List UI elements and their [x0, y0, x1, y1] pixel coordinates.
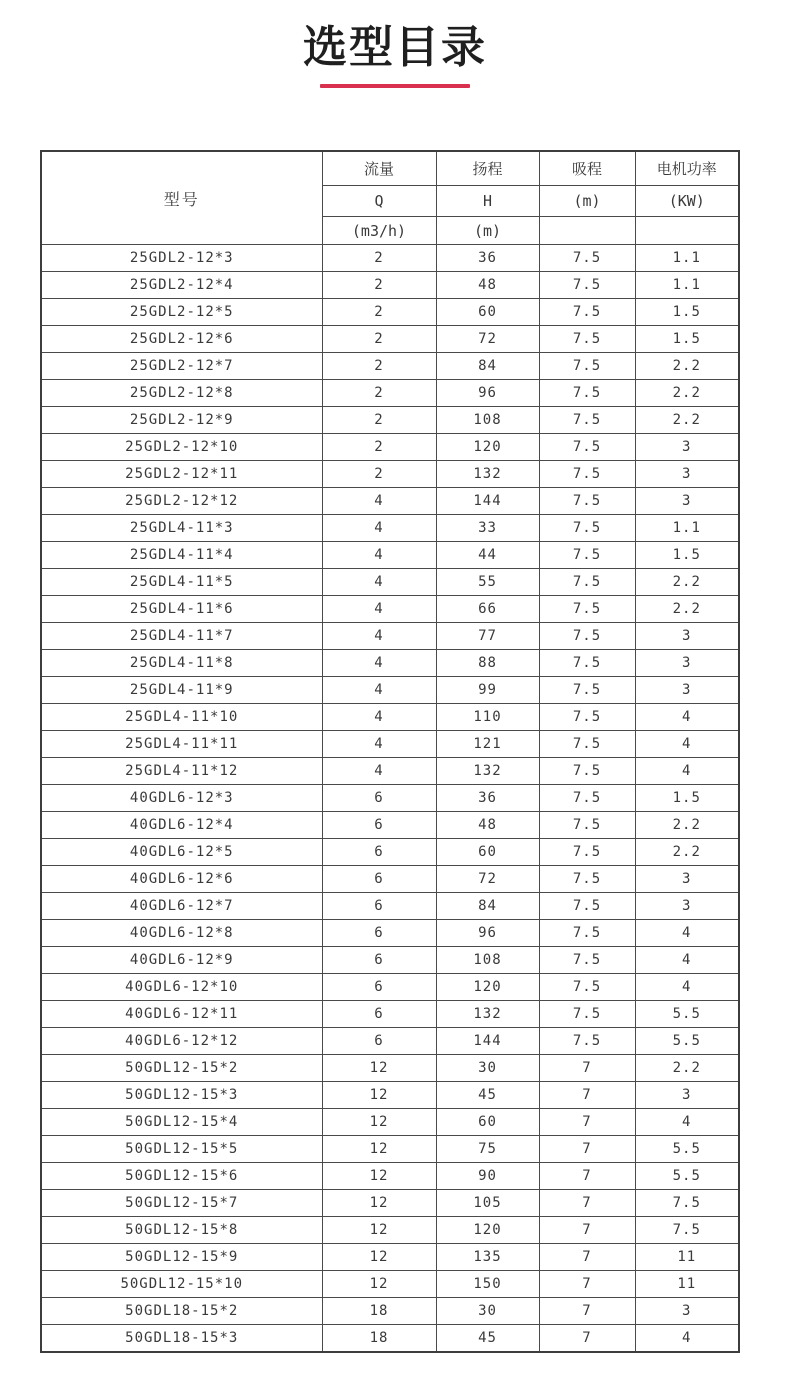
- table-header: [41, 151, 739, 245]
- motor-power-cell: 3: [635, 866, 739, 893]
- table-row: [41, 1028, 739, 1055]
- flow-cell: 6: [322, 785, 436, 812]
- flow-cell: 4: [322, 623, 436, 650]
- suction-cell: 7.5: [539, 299, 635, 326]
- table-row: [41, 704, 739, 731]
- model-cell: 40GDL6-12*7: [41, 893, 322, 920]
- suction-cell: 7.5: [539, 515, 635, 542]
- table-row: [41, 623, 739, 650]
- table-row: [41, 812, 739, 839]
- table-row: [41, 1244, 739, 1271]
- suction-cell: 7: [539, 1055, 635, 1082]
- model-cell: 25GDL2-12*10: [41, 434, 322, 461]
- col-empty-suction: [539, 217, 635, 245]
- motor-power-cell: 2.2: [635, 380, 739, 407]
- motor-power-cell: 3: [635, 623, 739, 650]
- suction-cell: 7.5: [539, 812, 635, 839]
- head-cell: 30: [436, 1298, 539, 1325]
- flow-cell: 4: [322, 596, 436, 623]
- head-cell: 132: [436, 1001, 539, 1028]
- flow-cell: 12: [322, 1109, 436, 1136]
- suction-cell: 7: [539, 1325, 635, 1353]
- suction-cell: 7.5: [539, 542, 635, 569]
- suction-cell: 7.5: [539, 569, 635, 596]
- suction-cell: 7.5: [539, 353, 635, 380]
- motor-power-cell: 2.2: [635, 569, 739, 596]
- head-cell: 77: [436, 623, 539, 650]
- suction-cell: 7.5: [539, 974, 635, 1001]
- model-cell: 50GDL12-15*10: [41, 1271, 322, 1298]
- head-cell: 135: [436, 1244, 539, 1271]
- suction-cell: 7.5: [539, 407, 635, 434]
- flow-cell: 6: [322, 893, 436, 920]
- flow-cell: 18: [322, 1325, 436, 1353]
- head-cell: 36: [436, 245, 539, 272]
- head-cell: 96: [436, 920, 539, 947]
- table-row: [41, 785, 739, 812]
- flow-cell: 6: [322, 920, 436, 947]
- motor-power-cell: 4: [635, 947, 739, 974]
- head-cell: 84: [436, 893, 539, 920]
- suction-cell: 7.5: [539, 272, 635, 299]
- head-cell: 132: [436, 461, 539, 488]
- suction-cell: 7.5: [539, 893, 635, 920]
- suction-cell: 7.5: [539, 839, 635, 866]
- motor-power-cell: 5.5: [635, 1136, 739, 1163]
- flow-cell: 4: [322, 569, 436, 596]
- table-row: [41, 677, 739, 704]
- head-cell: 96: [436, 380, 539, 407]
- suction-cell: 7: [539, 1298, 635, 1325]
- head-cell: 121: [436, 731, 539, 758]
- table-row: [41, 380, 739, 407]
- table-row: [41, 434, 739, 461]
- head-cell: 120: [436, 974, 539, 1001]
- head-cell: 144: [436, 1028, 539, 1055]
- table-row: [41, 1082, 739, 1109]
- flow-cell: 6: [322, 839, 436, 866]
- motor-power-cell: 4: [635, 704, 739, 731]
- table-row: [41, 461, 739, 488]
- col-unit-suction: (m): [539, 186, 635, 217]
- flow-cell: 2: [322, 380, 436, 407]
- suction-cell: 7.5: [539, 488, 635, 515]
- table-row: [41, 974, 739, 1001]
- head-cell: 144: [436, 488, 539, 515]
- model-cell: 25GDL2-12*6: [41, 326, 322, 353]
- model-cell: 25GDL4-11*11: [41, 731, 322, 758]
- table-row: [41, 596, 739, 623]
- motor-power-cell: 1.5: [635, 785, 739, 812]
- col-header-motor-power: 电机功率: [635, 151, 739, 186]
- model-cell: 40GDL6-12*5: [41, 839, 322, 866]
- motor-power-cell: 4: [635, 731, 739, 758]
- flow-cell: 6: [322, 1001, 436, 1028]
- table-row: [41, 272, 739, 299]
- col-header-flow: 流量: [322, 151, 436, 186]
- model-cell: 50GDL12-15*2: [41, 1055, 322, 1082]
- motor-power-cell: 2.2: [635, 596, 739, 623]
- pump-selection-table: [40, 150, 740, 1353]
- model-cell: 40GDL6-12*12: [41, 1028, 322, 1055]
- head-cell: 132: [436, 758, 539, 785]
- motor-power-cell: 2.2: [635, 407, 739, 434]
- model-cell: 40GDL6-12*10: [41, 974, 322, 1001]
- flow-cell: 4: [322, 515, 436, 542]
- col-unit-motor-power: (KW): [635, 186, 739, 217]
- flow-cell: 4: [322, 488, 436, 515]
- model-cell: 25GDL2-12*7: [41, 353, 322, 380]
- table-row: [41, 758, 739, 785]
- motor-power-cell: 4: [635, 1109, 739, 1136]
- flow-cell: 12: [322, 1163, 436, 1190]
- model-cell: 25GDL4-11*8: [41, 650, 322, 677]
- table-row: [41, 1136, 739, 1163]
- model-cell: 25GDL2-12*11: [41, 461, 322, 488]
- motor-power-cell: 2.2: [635, 839, 739, 866]
- motor-power-cell: 7.5: [635, 1217, 739, 1244]
- head-cell: 60: [436, 839, 539, 866]
- motor-power-cell: 3: [635, 461, 739, 488]
- motor-power-cell: 3: [635, 1082, 739, 1109]
- model-cell: 40GDL6-12*3: [41, 785, 322, 812]
- head-cell: 48: [436, 272, 539, 299]
- model-cell: 25GDL4-11*10: [41, 704, 322, 731]
- col-unit-head: (m): [436, 217, 539, 245]
- model-cell: 25GDL2-12*5: [41, 299, 322, 326]
- motor-power-cell: 1.5: [635, 326, 739, 353]
- motor-power-cell: 11: [635, 1271, 739, 1298]
- head-cell: 110: [436, 704, 539, 731]
- flow-cell: 12: [322, 1271, 436, 1298]
- motor-power-cell: 4: [635, 974, 739, 1001]
- head-cell: 45: [436, 1325, 539, 1353]
- flow-cell: 2: [322, 299, 436, 326]
- flow-cell: 12: [322, 1082, 436, 1109]
- motor-power-cell: 3: [635, 1298, 739, 1325]
- motor-power-cell: 1.1: [635, 272, 739, 299]
- model-cell: 25GDL4-11*5: [41, 569, 322, 596]
- flow-cell: 12: [322, 1055, 436, 1082]
- col-header-model: 型号: [41, 151, 322, 245]
- title-underline: [320, 84, 470, 88]
- table-row: [41, 542, 739, 569]
- head-cell: 84: [436, 353, 539, 380]
- model-cell: 50GDL12-15*3: [41, 1082, 322, 1109]
- flow-cell: 4: [322, 704, 436, 731]
- flow-cell: 12: [322, 1190, 436, 1217]
- page-title: 选型目录: [303, 22, 487, 73]
- col-empty-motor-power: [635, 217, 739, 245]
- table-row: [41, 839, 739, 866]
- model-cell: 50GDL12-15*9: [41, 1244, 322, 1271]
- flow-cell: 12: [322, 1244, 436, 1271]
- suction-cell: 7.5: [539, 866, 635, 893]
- head-cell: 45: [436, 1082, 539, 1109]
- flow-cell: 2: [322, 326, 436, 353]
- model-cell: 50GDL12-15*8: [41, 1217, 322, 1244]
- head-cell: 66: [436, 596, 539, 623]
- flow-cell: 2: [322, 407, 436, 434]
- head-cell: 75: [436, 1136, 539, 1163]
- col-unit-flow: (m3/h): [322, 217, 436, 245]
- model-cell: 40GDL6-12*9: [41, 947, 322, 974]
- suction-cell: 7: [539, 1109, 635, 1136]
- flow-cell: 2: [322, 245, 436, 272]
- suction-cell: 7.5: [539, 920, 635, 947]
- head-cell: 108: [436, 947, 539, 974]
- motor-power-cell: 3: [635, 677, 739, 704]
- flow-cell: 12: [322, 1136, 436, 1163]
- head-cell: 60: [436, 1109, 539, 1136]
- suction-cell: 7: [539, 1217, 635, 1244]
- motor-power-cell: 7.5: [635, 1190, 739, 1217]
- table-row: [41, 1055, 739, 1082]
- suction-cell: 7.5: [539, 704, 635, 731]
- suction-cell: 7.5: [539, 785, 635, 812]
- suction-cell: 7.5: [539, 758, 635, 785]
- col-header-suction: 吸程: [539, 151, 635, 186]
- flow-cell: 6: [322, 974, 436, 1001]
- suction-cell: 7.5: [539, 380, 635, 407]
- motor-power-cell: 2.2: [635, 1055, 739, 1082]
- suction-cell: 7.5: [539, 434, 635, 461]
- suction-cell: 7: [539, 1244, 635, 1271]
- flow-cell: 6: [322, 812, 436, 839]
- table-row: [41, 1109, 739, 1136]
- table-row: [41, 1298, 739, 1325]
- flow-cell: 6: [322, 947, 436, 974]
- flow-cell: 18: [322, 1298, 436, 1325]
- table-row: [41, 731, 739, 758]
- motor-power-cell: 3: [635, 488, 739, 515]
- table-row: [41, 353, 739, 380]
- table-row: [41, 407, 739, 434]
- head-cell: 72: [436, 866, 539, 893]
- suction-cell: 7: [539, 1163, 635, 1190]
- table-row: [41, 650, 739, 677]
- motor-power-cell: 5.5: [635, 1028, 739, 1055]
- table-row: [41, 569, 739, 596]
- flow-cell: 4: [322, 758, 436, 785]
- table-body: [41, 245, 739, 1353]
- table-row: [41, 1271, 739, 1298]
- head-cell: 30: [436, 1055, 539, 1082]
- model-cell: 50GDL12-15*5: [41, 1136, 322, 1163]
- flow-cell: 2: [322, 272, 436, 299]
- suction-cell: 7.5: [539, 596, 635, 623]
- model-cell: 25GDL4-11*6: [41, 596, 322, 623]
- table-row: [41, 299, 739, 326]
- head-cell: 150: [436, 1271, 539, 1298]
- suction-cell: 7: [539, 1136, 635, 1163]
- motor-power-cell: 5.5: [635, 1163, 739, 1190]
- model-cell: 25GDL2-12*3: [41, 245, 322, 272]
- suction-cell: 7.5: [539, 1028, 635, 1055]
- table-row: [41, 1001, 739, 1028]
- model-cell: 50GDL18-15*3: [41, 1325, 322, 1353]
- flow-cell: 12: [322, 1217, 436, 1244]
- motor-power-cell: 5.5: [635, 1001, 739, 1028]
- motor-power-cell: 4: [635, 1325, 739, 1353]
- model-cell: 25GDL4-11*9: [41, 677, 322, 704]
- table-row: [41, 920, 739, 947]
- motor-power-cell: 1.1: [635, 515, 739, 542]
- table-row: [41, 245, 739, 272]
- flow-cell: 4: [322, 650, 436, 677]
- model-cell: 50GDL18-15*2: [41, 1298, 322, 1325]
- table-row: [41, 1217, 739, 1244]
- flow-cell: 4: [322, 677, 436, 704]
- head-cell: 120: [436, 434, 539, 461]
- head-cell: 33: [436, 515, 539, 542]
- head-cell: 60: [436, 299, 539, 326]
- table-row: [41, 326, 739, 353]
- flow-cell: 2: [322, 434, 436, 461]
- flow-cell: 4: [322, 542, 436, 569]
- suction-cell: 7.5: [539, 326, 635, 353]
- model-cell: 25GDL2-12*12: [41, 488, 322, 515]
- suction-cell: 7.5: [539, 650, 635, 677]
- motor-power-cell: 3: [635, 434, 739, 461]
- motor-power-cell: 11: [635, 1244, 739, 1271]
- head-cell: 88: [436, 650, 539, 677]
- model-cell: 40GDL6-12*11: [41, 1001, 322, 1028]
- table-row: [41, 1163, 739, 1190]
- motor-power-cell: 4: [635, 758, 739, 785]
- flow-cell: 4: [322, 731, 436, 758]
- model-cell: 50GDL12-15*6: [41, 1163, 322, 1190]
- model-cell: 50GDL12-15*4: [41, 1109, 322, 1136]
- motor-power-cell: 1.1: [635, 245, 739, 272]
- flow-cell: 2: [322, 353, 436, 380]
- model-cell: 25GDL4-11*3: [41, 515, 322, 542]
- suction-cell: 7.5: [539, 245, 635, 272]
- head-cell: 36: [436, 785, 539, 812]
- suction-cell: 7.5: [539, 731, 635, 758]
- motor-power-cell: 1.5: [635, 542, 739, 569]
- head-cell: 48: [436, 812, 539, 839]
- table-row: [41, 1325, 739, 1353]
- table-row: [41, 866, 739, 893]
- flow-cell: 6: [322, 1028, 436, 1055]
- model-cell: 25GDL4-11*4: [41, 542, 322, 569]
- head-cell: 90: [436, 1163, 539, 1190]
- motor-power-cell: 4: [635, 920, 739, 947]
- suction-cell: 7: [539, 1271, 635, 1298]
- head-cell: 108: [436, 407, 539, 434]
- head-cell: 72: [436, 326, 539, 353]
- flow-cell: 2: [322, 461, 436, 488]
- motor-power-cell: 2.2: [635, 812, 739, 839]
- head-cell: 105: [436, 1190, 539, 1217]
- head-cell: 99: [436, 677, 539, 704]
- model-cell: 40GDL6-12*6: [41, 866, 322, 893]
- model-cell: 25GDL4-11*12: [41, 758, 322, 785]
- head-cell: 44: [436, 542, 539, 569]
- model-cell: 40GDL6-12*8: [41, 920, 322, 947]
- model-cell: 25GDL2-12*8: [41, 380, 322, 407]
- motor-power-cell: 2.2: [635, 353, 739, 380]
- table-row: [41, 488, 739, 515]
- head-cell: 55: [436, 569, 539, 596]
- table-row: [41, 947, 739, 974]
- model-cell: 50GDL12-15*7: [41, 1190, 322, 1217]
- model-cell: 25GDL2-12*9: [41, 407, 322, 434]
- table-row: [41, 893, 739, 920]
- col-header-head: 扬程: [436, 151, 539, 186]
- motor-power-cell: 3: [635, 650, 739, 677]
- suction-cell: 7.5: [539, 1001, 635, 1028]
- model-cell: 40GDL6-12*4: [41, 812, 322, 839]
- model-cell: 25GDL4-11*7: [41, 623, 322, 650]
- suction-cell: 7: [539, 1082, 635, 1109]
- model-cell: 25GDL2-12*4: [41, 272, 322, 299]
- col-symbol-head: H: [436, 186, 539, 217]
- suction-cell: 7.5: [539, 677, 635, 704]
- suction-cell: 7.5: [539, 623, 635, 650]
- motor-power-cell: 3: [635, 893, 739, 920]
- flow-cell: 6: [322, 866, 436, 893]
- suction-cell: 7.5: [539, 947, 635, 974]
- table-row: [41, 515, 739, 542]
- suction-cell: 7: [539, 1190, 635, 1217]
- suction-cell: 7.5: [539, 461, 635, 488]
- head-cell: 120: [436, 1217, 539, 1244]
- table-row: [41, 1190, 739, 1217]
- motor-power-cell: 1.5: [635, 299, 739, 326]
- col-symbol-flow: Q: [322, 186, 436, 217]
